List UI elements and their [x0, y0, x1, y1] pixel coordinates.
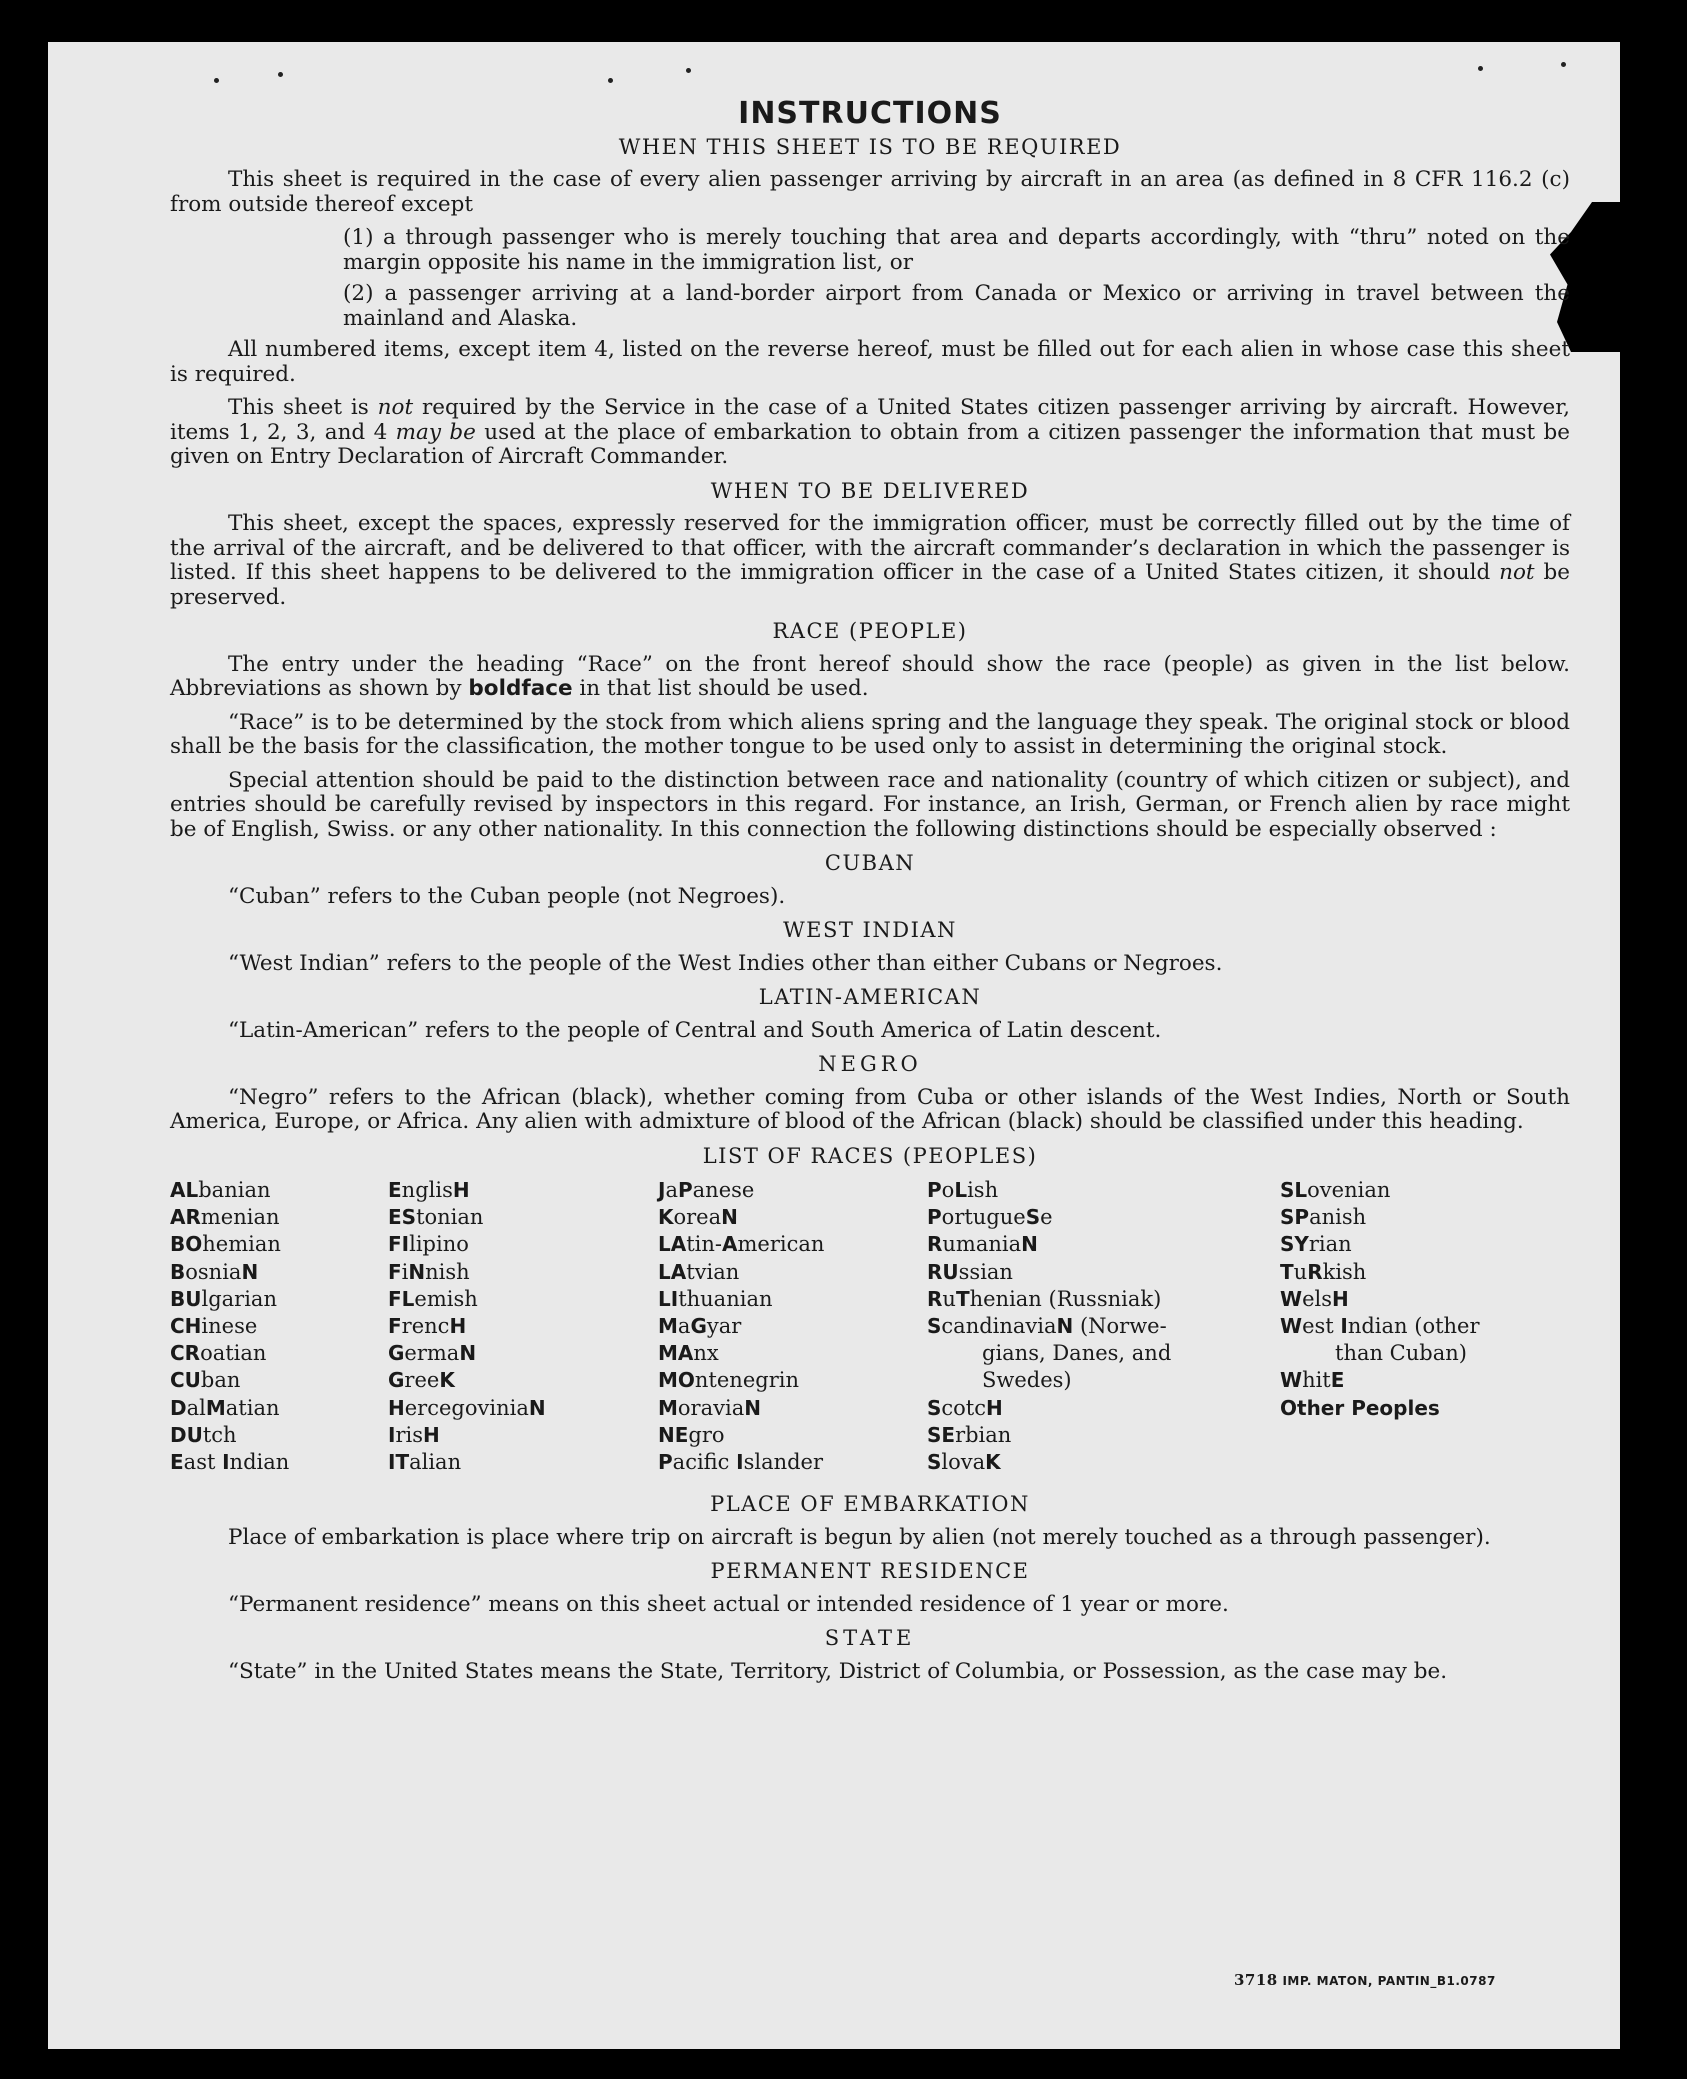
race-entry: HercegoviniaN [388, 1395, 546, 1420]
race-entry: than Cuban) [1335, 1341, 1467, 1366]
race-column [170, 1177, 380, 1476]
race-entry: DalMatian [170, 1395, 280, 1420]
race-entry: RuThenian (Russniak) [927, 1286, 1162, 1311]
race-entry: West Indian (other [1280, 1314, 1480, 1339]
speck [278, 72, 283, 77]
race-entry: ScotcH [927, 1395, 1003, 1420]
section-heading-residence: PERMANENT RESIDENCE [710, 1559, 1030, 1583]
race-entry: KoreaN [658, 1205, 738, 1230]
race-entry: MoraviaN [658, 1395, 761, 1420]
required-exception-2: (2) a passenger arriving at a land-border airport from Canada or Mexico or arriving in travel between the mainland and Alaska. [343, 281, 1570, 331]
race-para-1: The entry under the heading “Race” on the front hereof should show the race (people) as given in the list below. Abbreviations as shown by boldface in that list should be used. [170, 651, 1570, 701]
race-entry: MOntenegrin [658, 1368, 799, 1393]
race-entry: ARmenian [170, 1205, 280, 1230]
race-entry: PoLish [927, 1178, 999, 1202]
race-entry: ALbanian [170, 1178, 271, 1202]
speck [608, 78, 613, 83]
speck [1561, 62, 1566, 67]
race-entry: East Indian [170, 1450, 290, 1475]
speck [686, 68, 691, 73]
race-entry: GermaN [388, 1341, 477, 1366]
race-list [170, 1177, 1570, 1485]
race-entry: BOhemian [170, 1232, 281, 1257]
race-para-3: Special attention should be paid to the distinction between race and nationality (country of which citizen or subject), and entries should be carefully revised by inspectors in this regard. For instance, an Irish, German, or French alien by race might be of English, Swiss. or any other nationality. In this connection the following distinctions should be especially observed : [170, 767, 1570, 842]
residence-text: “Permanent residence” means on this sheet actual or intended residence of 1 year or more. [228, 1591, 1229, 1617]
required-exception-1: (1) a through passenger who is merely touching that area and departs accordingly, with “thru” noted on the margin opposite his name in the immigration list, or [343, 225, 1570, 275]
required-para-3: This sheet is not required by the Service in the case of a United States citizen passenger arriving by aircraft. However, items 1, 2, 3, and 4 may be used at the place of embarkation to obtain from a citizen passenger the information that must be given on Entry Declaration of Aircraft Commander. [170, 395, 1571, 469]
latin-american-text: “Latin-American” refers to the people of Central and South America of Latin descent. [228, 1017, 1162, 1043]
race-entry: MAnx [658, 1341, 719, 1366]
section-heading-state: STATE [824, 1626, 916, 1650]
embarkation-text: Place of embarkation is place where trip on aircraft is begun by alien (not merely touched as a through passenger). [228, 1524, 1491, 1550]
race-entry: FrencH [388, 1314, 467, 1339]
west-indian-text: “West Indian” refers to the people of the West Indies other than either Cubans or Negroes. [228, 950, 1223, 976]
race-entry: BosniaN [170, 1259, 259, 1284]
race-entry: ScandinaviaN (Norwe- [927, 1314, 1167, 1339]
form-number: 3718 [1234, 1971, 1278, 1989]
section-heading-delivered: WHEN TO BE DELIVERED [710, 478, 1030, 503]
race-entry: SYrian [1280, 1232, 1352, 1257]
race-entry: Pacific Islander [658, 1450, 824, 1475]
race-entry: EStonian [388, 1205, 484, 1230]
speck [214, 78, 219, 83]
race-entry: FiNnish [388, 1259, 470, 1284]
section-heading-negro: NEGRO [818, 1052, 922, 1076]
required-intro: This sheet is required in the case of every alien passenger arriving by aircraft in an area (as defined in 8 CFR 116.2 (c) from outside thereof except [170, 167, 1570, 217]
required-para-2: All numbered items, except item 4, listed on the reverse hereof, must be filled out for each alien in whose case this sheet is required. [170, 337, 1570, 387]
race-entry: BUlgarian [170, 1286, 277, 1311]
negro-text: “Negro” refers to the African (black), whether coming from Cuba or other islands of the West Indies, North or South America, Europe, or Africa. Any alien with admixture of blood of the African (black) should be classified under this heading. [170, 1084, 1570, 1134]
race-column [927, 1177, 1227, 1476]
race-entry: PortugueSe [927, 1205, 1053, 1230]
race-entry: CRoatian [170, 1341, 267, 1366]
race-entry: Swedes) [982, 1368, 1072, 1393]
document-sheet [48, 42, 1620, 2049]
race-entry: SPanish [1280, 1205, 1367, 1230]
race-entry: SErbian [927, 1422, 1012, 1447]
race-entry: FLemish [388, 1286, 478, 1311]
race-entry: DUtch [170, 1422, 237, 1447]
section-heading-embarkation: PLACE OF EMBARKATION [710, 1492, 1030, 1516]
race-entry: IrisH [388, 1422, 440, 1447]
page-title: INSTRUCTIONS [738, 96, 1002, 131]
section-heading-cuban: CUBAN [824, 851, 916, 875]
race-entry: ITalian [388, 1450, 462, 1475]
race-entry: gians, Danes, and [982, 1341, 1172, 1366]
delivered-text: This sheet, except the spaces, expressly reserved for the immigration officer, must be correctly filled out by the time of the arrival of the aircraft, and be delivered to that officer, with the aircraft commander’s declaration in which the passenger is listed. If this sheet happens to be delivered to the immigration officer in the case of a United States citizen, it should not be preserved. [170, 511, 1570, 610]
race-entry: JaPanese [658, 1178, 755, 1202]
section-heading-latin-american: LATIN-AMERICAN [758, 985, 982, 1009]
race-entry: RUssian [927, 1259, 1013, 1284]
race-entry: LIthuanian [658, 1286, 773, 1311]
race-column [1280, 1177, 1540, 1422]
state-text: “State” in the United States means the State, Territory, District of Columbia, or Possession, as the case may be. [228, 1658, 1448, 1684]
race-entry: GreeK [388, 1368, 455, 1393]
section-heading-race: RACE (PEOPLE) [772, 619, 968, 643]
race-entry: RumaniaN [927, 1232, 1038, 1257]
printer-name: IMP. MATON, PANTIN_B1.0787 [1282, 1974, 1496, 1988]
race-entry: SLovenian [1280, 1178, 1391, 1202]
section-heading-list-of-races: LIST OF RACES (PEOPLES) [702, 1143, 1038, 1168]
race-entry: CUban [170, 1368, 241, 1393]
section-heading-west-indian: WEST INDIAN [783, 918, 957, 942]
race-entry: NEgro [658, 1422, 725, 1447]
race-entry: CHinese [170, 1314, 258, 1339]
section-heading-required: WHEN THIS SHEET IS TO BE REQUIRED [618, 134, 1122, 159]
race-entry: TuRkish [1280, 1259, 1367, 1284]
race-entry: SlovaK [927, 1450, 1001, 1475]
race-entry: FIlipino [388, 1232, 469, 1257]
cuban-text: “Cuban” refers to the Cuban people (not Negroes). [228, 883, 786, 909]
race-entry: Other Peoples [1280, 1395, 1440, 1420]
speck [1478, 66, 1483, 71]
race-column [388, 1177, 648, 1476]
race-entry: LAtvian [658, 1259, 740, 1284]
instructions-body [170, 96, 1571, 1693]
race-entry: EnglisH [388, 1178, 470, 1202]
race-column [658, 1177, 918, 1476]
race-entry: MaGyar [658, 1314, 742, 1339]
race-entry: WelsH [1280, 1286, 1349, 1311]
race-para-2: “Race” is to be determined by the stock from which aliens spring and the language they speak. The original stock or blood shall be the basis for the classification, the mother tongue to be used only to assist in determining the original stock. [170, 709, 1570, 759]
race-entry: WhitE [1280, 1368, 1345, 1393]
race-entry: LAtin-American [658, 1232, 825, 1257]
printer-imprint [1234, 1971, 1496, 1989]
